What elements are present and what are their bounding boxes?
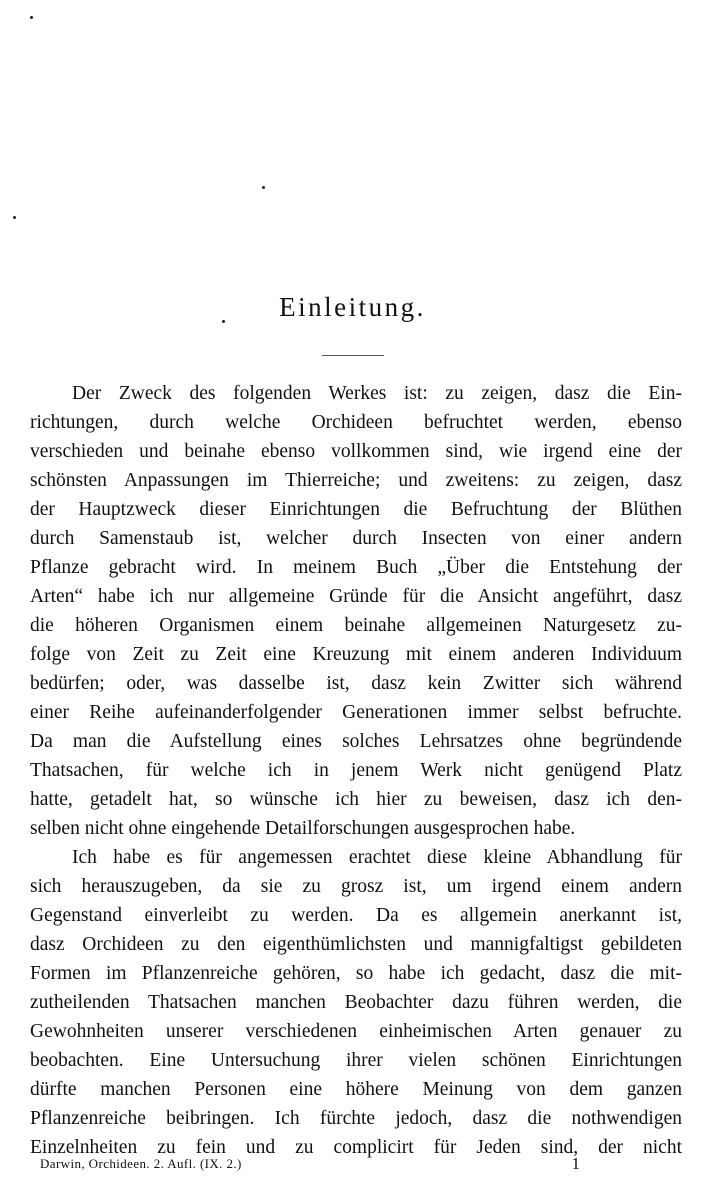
text-line: Thatsachen, für welche ich in jenem Werk nicht genügend Platz [30, 760, 682, 781]
scan-speck [262, 186, 265, 189]
text-line: sich herauszugeben, da sie zu grosz ist, um irgend einem andern [30, 876, 682, 897]
footer-signature: Darwin, Orchideen. 2. Aufl. (IX. 2.) [40, 1156, 242, 1171]
text-line: Gegenstand einverleibt zu werden. Da es allgemein anerkannt ist, [30, 905, 682, 926]
text-line: Einzelnheiten zu fein und zu complicirt für Jeden sind, der nicht [30, 1137, 682, 1158]
text-line: der Hauptzweck dieser Einrichtungen die Befruchtung der Blüthen [30, 499, 682, 520]
body-text [30, 379, 682, 1162]
page-title: Einleitung. [279, 292, 426, 322]
title-divider [322, 355, 384, 356]
paragraph [30, 843, 682, 1162]
text-line: Gewohnheiten unserer verschiedenen einheimischen Arten genauer zu [30, 1021, 682, 1042]
text-line: die höheren Organismen einem beinahe allgemeinen Naturgesetz zu- [30, 615, 682, 636]
text-line: dürfte manchen Personen eine höhere Meinung von dem ganzen [30, 1079, 682, 1100]
scan-speck [30, 16, 33, 19]
paragraph [30, 379, 682, 843]
text-line: folge von Zeit zu Zeit eine Kreuzung mit einem anderen Individuum [30, 644, 682, 665]
text-line: Pflanzenreiche beibringen. Ich fürchte jedoch, dasz die nothwendigen [30, 1108, 682, 1129]
text-line: bedürfen; oder, was dasselbe ist, dasz kein Zwitter sich während [30, 673, 682, 694]
text-line: selben nicht ohne eingehende Detailforschungen ausgesprochen habe. [30, 818, 576, 839]
scan-speck [13, 216, 16, 219]
page-footer [40, 1154, 580, 1174]
text-line: hatte, getadelt hat, so wünsche ich hier zu beweisen, dasz ich den- [30, 789, 682, 810]
text-line: einer Reihe aufeinanderfolgender Generationen immer selbst befruchte. [30, 702, 682, 723]
text-line: Pflanze gebracht wird. In meinem Buch „Über die Entstehung der [30, 557, 682, 578]
text-line: schönsten Anpassungen im Thierreiche; und zweitens: zu zeigen, dasz [30, 470, 682, 491]
text-line: richtungen, durch welche Orchideen befruchtet werden, ebenso [30, 412, 682, 433]
text-line: zutheilenden Thatsachen manchen Beobachter dazu führen werden, die [30, 992, 682, 1013]
text-line: beobachten. Eine Untersuchung ihrer vielen schönen Einrichtungen [30, 1050, 682, 1071]
text-line: Da man die Aufstellung eines solches Lehrsatzes ohne begründende [30, 731, 682, 752]
text-line: Formen im Pflanzenreiche gehören, so habe ich gedacht, dasz die mit- [30, 963, 682, 984]
text-line: verschieden und beinahe ebenso vollkommen sind, wie irgend eine der [30, 441, 682, 462]
text-line: dasz Orchideen zu den eigenthümlichsten und mannigfaltigst gebildeten [30, 934, 682, 955]
page-number: 1 [571, 1154, 580, 1173]
text-line: durch Samenstaub ist, welcher durch Insecten von einer andern [30, 528, 682, 549]
text-line: Ich habe es für angemessen erachtet diese kleine Abhandlung für [72, 847, 682, 868]
text-line: Arten“ habe ich nur allgemeine Gründe für die Ansicht angeführt, dasz [30, 586, 682, 607]
text-line: Der Zweck des folgenden Werkes ist: zu zeigen, dasz die Ein- [72, 383, 682, 404]
